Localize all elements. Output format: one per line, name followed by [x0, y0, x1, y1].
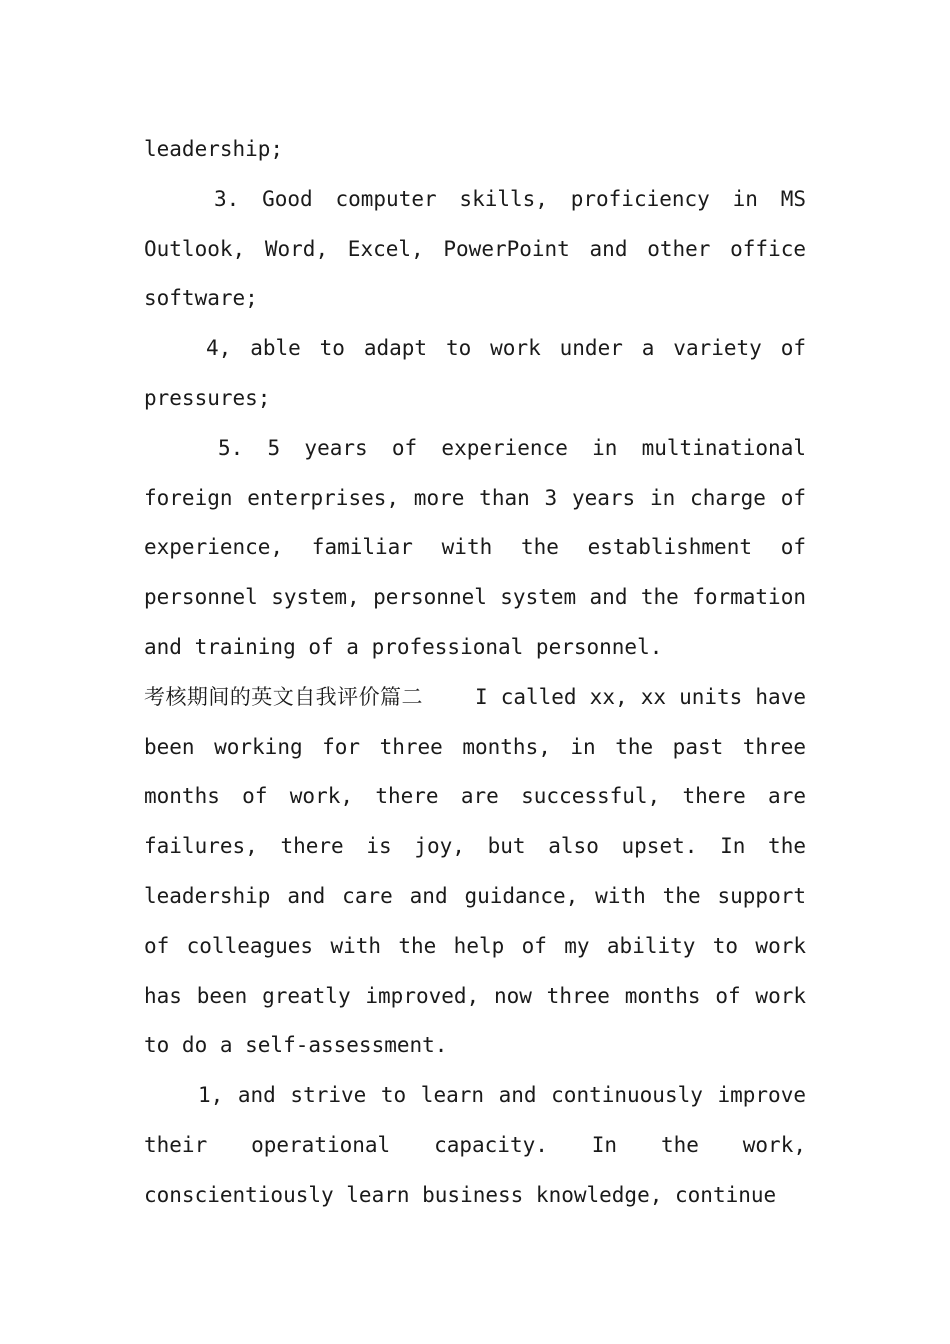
section-heading: 考核期间的英文自我评价篇二: [144, 684, 423, 709]
document-body: [144, 125, 806, 1221]
paragraph-leadership: leadership;: [144, 137, 284, 161]
paragraph-item-3: 3. Good computer skills, proficiency in MS Outlook, Word, Excel, PowerPoint and other office software;: [144, 186, 806, 311]
paragraph-item-1: 1, and strive to learn and continuously improve their operational capacity. In the work, conscientiously learn business knowledge, continue: [144, 1083, 806, 1207]
paragraph-section-two: [144, 673, 806, 1071]
section-body-text: I called xx, xx units have been working for three months, in the past three months of work, there are successful, there are failures, there is joy, but also upset. In the leadership and care and guidance, with the support of colleagues with the help of my ability to work has been greatly improved, now three months of work to do a self-assessment.: [144, 684, 806, 1058]
paragraph-item-5: 5. 5 years of experience in multinational foreign enterprises, more than 3 years in charge of experience, familiar with the establishment of personnel system, personnel system and the formation and training of a professional personnel.: [144, 435, 806, 659]
paragraph-item-4: 4, able to adapt to work under a variety of pressures;: [144, 336, 806, 410]
